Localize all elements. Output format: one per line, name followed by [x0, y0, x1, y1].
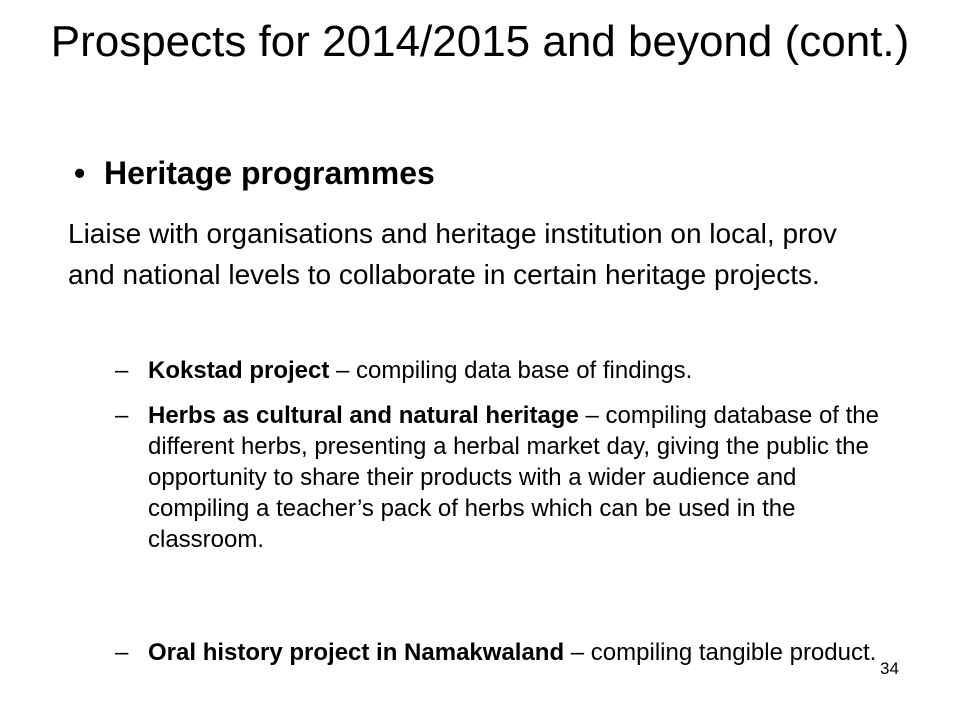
list-item-description: – compiling database of the different herbs, presenting a herbal market day, giving the public the opportunity to share their products with a wider audience and compiling a teacher’s pack of herbs which can be used in the classroom. — [148, 402, 879, 553]
list-item-text — [148, 400, 885, 555]
dash-icon: – — [115, 357, 129, 384]
page-number: 34 — [880, 659, 899, 678]
list-item-title: Kokstad project — [148, 357, 330, 384]
section-heading-label: Heritage programmes — [104, 155, 435, 191]
list-item-kokstad — [115, 355, 885, 386]
list-item-description: – compiling data base of findings. — [329, 357, 693, 384]
list-item-oral-history — [115, 637, 885, 668]
section-heading — [74, 154, 435, 192]
dash-icon: – — [115, 639, 129, 666]
intro-paragraph: Liaise with organisations and heritage institution on local, prov and national levels to collaborate in certain heritage projects. — [68, 218, 837, 290]
dash-icon: – — [115, 402, 129, 429]
list-item-description: – compiling tangible product. — [564, 639, 877, 666]
list-item-title: Herbs as cultural and natural heritage — [148, 402, 579, 429]
slide-title: Prospects for 2014/2015 and beyond (cont.) — [50, 17, 910, 66]
list-item-title: Oral history project in Namakwaland — [148, 639, 565, 666]
list-item-text — [148, 355, 885, 386]
list-item-herbs — [115, 400, 885, 555]
list-item-text — [148, 637, 885, 668]
bullet-icon: • — [74, 155, 86, 191]
